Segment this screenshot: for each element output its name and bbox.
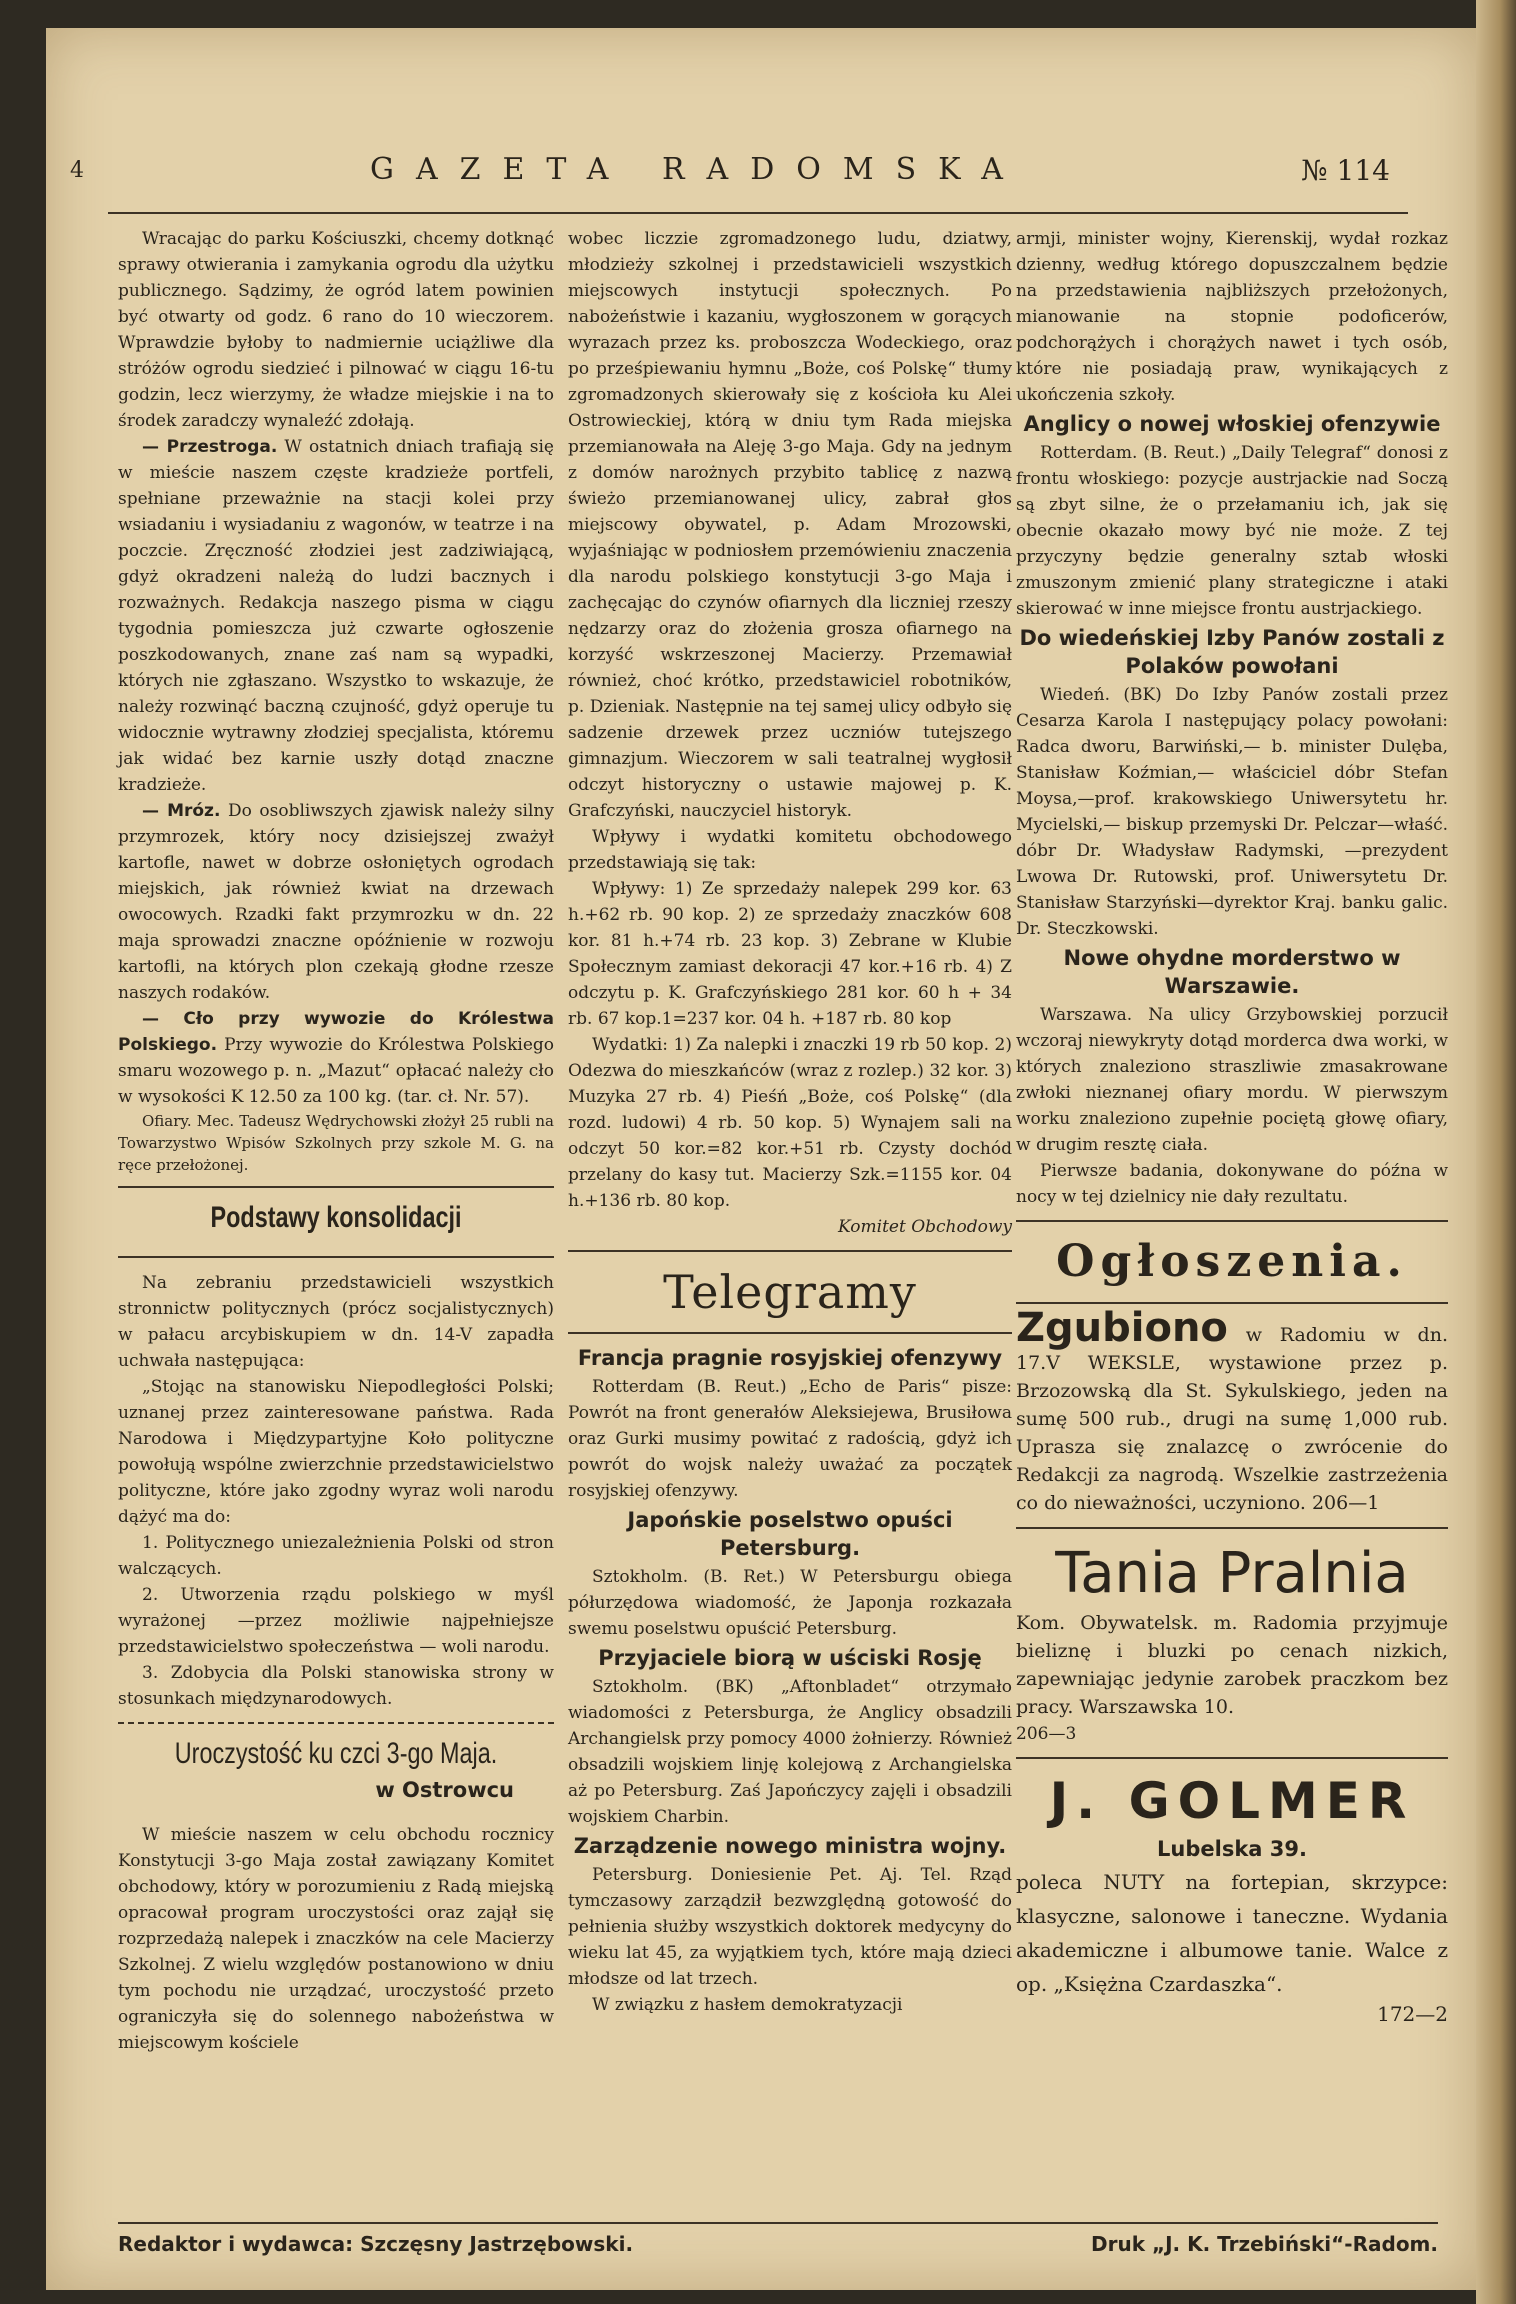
footer-rule [118, 2222, 1438, 2224]
zgubiono-heading: Zgubiono [1016, 1305, 1228, 1351]
column-1 [118, 226, 554, 2056]
telegram-2-heading: Japońskie poselstwo opuści Petersburg. [627, 1508, 953, 1560]
telegram-5-heading: Anglicy o nowej włoskiej ofenzywie [1023, 412, 1441, 436]
zgubiono-number: 206—1 [1311, 1492, 1380, 1514]
masthead [70, 152, 1390, 192]
issue-number: № 114 [1301, 154, 1390, 187]
zgubiono-ad [1016, 1305, 1448, 1517]
konsolidacja-intro: Na zebraniu przedstawicieli wszystkich stronnictw politycznych (prócz socjalistycznych) w pałacu arcybiskupiem w dn. 14-V zapadła uchwała następująca: [118, 1273, 554, 1371]
wplywy-intro: Wpływy i wydatki komitetu obchodowego przedstawiają się tak: [568, 827, 1012, 873]
telegram-5-text: Rotterdam. (B. Reut.) „Daily Telegraf“ donosi z frontu włoskiego: pozycje austrjackie nad Soczą są zbyt silne, że o przełamaniu ich, jak się obecnie okazało mowy być nie może. Z tej przyczyny będzie generalny sztab włoski zmuszonym zmienić plany strategiczne i ataki skierować w inne miejsce frontu austrjackiego. [1016, 443, 1448, 619]
footer [118, 2232, 1438, 2272]
telegram-4-heading: Zarządzenie nowego ministra wojny. [573, 1834, 1007, 1858]
divider [1016, 1302, 1448, 1304]
wplywy-list: Wpływy: 1) Ze sprzedaży nalepek 299 kor. 63 h.+62 rb. 90 kop. 2) ze sprzedaży znaczków 608 kor. 81 h.+74 rb. 23 kop. 3) Zebrane w Klubie Społecznym zamiast dekoracji 47 kor.+16 rb. 4) Z odczytu p. K. Grafczyńskiego 281 kor. 60 h + 34 rb. 67 kop.1=237 kor. 04 h. +187 rb. 80 kop [568, 879, 1012, 1029]
golmer-address: Lubelska 39. [1157, 1837, 1307, 1861]
telegram-4-end: armji, minister wojny, Kierenskij, wydał rozkaz dzienny, według którego dopuszczalnem będzie na przedstawienia najbliższych przełożonych, mianowanie na stopnie podoficerów, podchorążych i chorążych nawet i tych osób, które nie posiadają praw, wynikających z ukończenia szkoły. [1016, 229, 1448, 405]
divider [568, 1332, 1012, 1334]
pralnia-heading: Tania Pralnia [1055, 1541, 1409, 1606]
divider [118, 1256, 554, 1258]
golmer-number: 172—2 [1377, 2002, 1448, 2026]
golmer-heading: J. GOLMER [1049, 1772, 1415, 1830]
golmer-text: poleca NUTY na fortepian, skrzypce: klasyczne, salonowe i taneczne. Wydania akademiczne i albumowe tanie. Walce z op. „Księżna Czardaszka“. [1016, 1870, 1448, 1996]
telegram-3-heading: Przyjaciele biorą w uściski Rosję [598, 1646, 982, 1670]
divider [568, 1250, 1012, 1252]
konsolidacja-point-1: 1. Politycznego uniezależnienia Polski od stron walczących. [118, 1533, 554, 1579]
konsolidacja-heading: Podstawy konsolidacji [210, 1201, 462, 1234]
konsolidacja-quote: „Stojąc na stanowisku Niepodległości Polski; uznanej przez zainteresowane państwa. Rada Narodowa i Międzypartyjne Koło polityczne powołują wspólne zwierzchnie przedstawicielstwo polityczne, które jako zgodny wyraz woli narodu dążyć ma do: [118, 1377, 554, 1527]
uroczystosc-heading: Uroczystość ku czci 3-go Maja. [174, 1737, 498, 1770]
telegramy-heading: Telegramy [663, 1265, 917, 1319]
telegram-7-more: Pierwsze badania, dokonywane do późna w nocy w tej dzielnicy nie dały rezultatu. [1016, 1161, 1448, 1207]
footer-printer: Druk „J. K. Trzebiński“-Radom. [1091, 2232, 1438, 2256]
divider [1016, 1527, 1448, 1529]
divider [118, 1722, 554, 1724]
telegram-7-text: Warszawa. Na ulicy Grzybowskiej porzucił wczoraj niewykryty dotąd morderca dwa worki, w których znaleziono straszliwie zmasakrowane zwłoki nieznanej ofiary mordu. W pierwszym worku znaleziono zupełnie pociętą głowę ofiary, w drugim resztę ciała. [1016, 1005, 1448, 1155]
konsolidacja-point-3: 3. Zdobycia dla Polski stanowiska strony w stosunkach międzynarodowych. [118, 1663, 554, 1709]
telegram-4-text: Petersburg. Doniesienie Pet. Aj. Tel. Rząd tymczasowy zarządził bezwzględną gotowość do pełnienia służby wszystkich doktorek medycyny do wieku lat 45, za wyjątkiem tych, które mają dzieci młodsze od lat trzech. [568, 1865, 1012, 1989]
wydatki-list: Wydatki: 1) Za nalepki i znaczki 19 rb 50 kop. 2) Odezwa do mieszkańców (wraz z rozlep.) 32 kor. 3) Muzyka 27 rb. 4) Pieśń „Boże, coś Polskę“ (dla rozd. ludowi) 4 rb. 50 kop. 5) Wynajem sali na odczyt 50 kor.=82 kor.+51 rb. Czysty dochód przelany do kasy tut. Macierzy Szk.=1155 kor. 04 h.+136 rb. 80 kop. [568, 1035, 1012, 1211]
pralnia-text: Kom. Obywatelsk. m. Radomia przyjmuje bieliznę i bluzki po cenach nizkich, zapewniając jedynie zarobek praczkom bez pracy. Warszawska 10. [1016, 1612, 1448, 1718]
telegram-6-text: Wiedeń. (BK) Do Izby Panów zostali przez Cesarza Karola I następujący polacy powołani: Radca dworu, Barwiński,— b. minister Dulęba, Stanisław Koźmian,— właściciel dóbr Stefan Moysa,—prof. krakowskiego Uniwersytetu hr. Mycielski,— biskup przemyski Dr. Pelczar—właść. dóbr Dr. Władysław Radymski, —prezydent Lwowa Dr. Rutowski, prof. Uniwersytetu Dr. Stanisław Starzyński—dyrektor Kraj. banku galic. Dr. Steczkowski. [1016, 685, 1448, 939]
masthead-rule [108, 212, 1408, 214]
mroz-text: Do osobliwszych zjawisk należy silny przymrozek, który nocy dzisiejszej zważył kartofle, nawet w dobrze osłoniętych ogrodach miejskich, jak również kwiat na drzewach owocowych. Rzadki fakt przymrozku w dn. 22 maja sprowadzi znaczne opóźnienie w rozwoju kartofli, na których plon czekają głodne rzesze naszych rodaków. [118, 801, 554, 1003]
clo-article [118, 1006, 554, 1110]
konsolidacja-point-2: 2. Utworzenia rządu polskiego w myśl wyrażonej —przez możliwie najpełniejsze przedstawicielstwo społeczeństwa — woli narodu. [118, 1585, 554, 1657]
zgubiono-text: w Radomiu w dn. 17.V WEKSLE, wystawione przez p. Brzozowską dla St. Sykulskiego, jeden na sumę 500 rub., drugi na sumę 1,000 rub. Uprasza się znalazcę o zwrócenie do Redakcji za nagrodą. Wszelkie zastrzeżenia co do nieważności, uczyniono. [1016, 1324, 1448, 1514]
newspaper-title: GAZETA RADOMSKA [370, 152, 1025, 187]
divider [118, 1186, 554, 1188]
column-3 [1016, 226, 1448, 2027]
mroz-article [118, 798, 554, 1006]
uroczystosc-subheading: w Ostrowcu [375, 1778, 514, 1802]
column-2 [568, 226, 1012, 2018]
przestroga-heading: — Przestroga. [142, 437, 278, 457]
komitet-signature: Komitet Obchodowy [838, 1217, 1012, 1237]
telegram-4-continued: W związku z hasłem demokratyzacji [592, 1995, 903, 2015]
telegram-2-text: Sztokholm. (B. Ret.) W Petersburgu obiega półurzędowa wiadomość, że Japonja rozkazała swemu poselstwu opuścić Petersburg. [568, 1567, 1012, 1639]
przestroga-article [118, 434, 554, 798]
parking-article: Wracając do parku Kościuszki, chcemy dotknąć sprawy otwierania i zamykania ogrodu dla użytku publicznego. Sądzimy, że ogród latem powinien być otwarty od godz. 6 rano do 10 wieczorem. Wprawdzie byłoby to nadmiernie uciążliwe dla stróżów ogrodu siedzieć i pilnować w ciągu 16-tu godzin, lecz wierzymy, że władze miejskie i na to środek zaradczy wynaleźć zdołają. [118, 229, 554, 431]
przestroga-text: W ostatnich dniach trafiają się w mieście naszem częste kradzieże portfeli, spełniane przeważnie na stacji kolei przy wsiadaniu i wysiadaniu z wagonów, w teatrze i na poczcie. Zręczność złodziei jest zadziwiającą, gdyż okradzeni należą do ludzi bacznych i rozważnych. Redakcja naszego pisma w ciągu tygodnia pomieszcza już czwarte ogłoszenie poszkodowanych, znane zaś nam są wypadki, których nie zgłaszano. Wszystko to wskazuje, że należy rozwinąć baczną czujność, gdyż operuje tu widocznie wytrawny złodziej specjalista, któremu jak widać bez karnie uszły dotąd znaczne kradzieże. [118, 437, 554, 795]
ogloszenia-heading: Ogłoszenia. [1056, 1236, 1408, 1287]
telegram-1-heading: Francja pragnie rosyjskiej ofenzywy [577, 1346, 1003, 1370]
page-number: 4 [70, 158, 84, 183]
clo-text: Przy wywozie do Królestwa Polskiego smaru wozowego p. n. „Mazut“ opłacać należy cło w wysokości K 12.50 za 100 kg. (tar. cł. Nr. 57). [118, 1035, 554, 1107]
footer-editor: Redaktor i wydawca: Szczęsny Jastrzębowski. [118, 2232, 634, 2256]
page-edge [1476, 0, 1516, 2304]
clo-heading: — Cło przy wywozie do Królestwa Polskiego. [118, 1009, 554, 1055]
telegram-3-text: Sztokholm. (BK) „Aftonbladet“ otrzymało wiadomości z Petersburga, że Anglicy obsadzili Archangielsk przy pomocy 4000 żołnierzy. Również obsadzili wojskiem linję kolejową z Archangielska aż po Petersburg. Zaś Japończycy zajęli i obsadzili wojskiem Charbin. [568, 1677, 1012, 1827]
telegram-6-heading: Do wiedeńskiej Izby Panów zostali z Polaków powołani [1019, 626, 1445, 678]
telegram-7-heading: Nowe ohydne morderstwo w Warszawie. [1063, 946, 1401, 998]
telegram-1-text: Rotterdam (B. Reut.) „Echo de Paris“ pisze: Powrót na front generałów Aleksiejewa, Brusiłowa oraz Gurki musimy powitać z radością, gdyż ich powrót do wojsk należy uważać za początek rosyjskiej ofenzywy. [568, 1377, 1012, 1501]
uroczystosc-text: W mieście naszem w celu obchodu rocznicy Konstytucji 3-go Maja został zawiązany Komitet obchodowy, który w porozumieniu z Radą miejską opracował program uroczystości oraz zajął się rozprzedażą nalepek i znaczków na cele Macierzy Szkolnej. Z wielu względów postanowiono w dniu tym pochodu nie urządzać, uroczystość przeto ograniczyła się do solennego nabożeństwa w miejscowym kościele [118, 1825, 554, 2053]
mroz-heading: — Mróz. [142, 801, 221, 821]
uroczystosc-continued: wobec liczzie zgromadzonego ludu, dziatwy, młodzieży szkolnej i przedstawicieli wszystkich miejscowych instytucji społecznych. Po nabożeństwie i kazaniu, wygłoszonem w gorących wyrazach przez ks. proboszcza Wodeckiego, oraz po prześpiewaniu hymnu „Boże, coś Polskę“ tłumy zgromadzonych skierowały się z kościoła ku Alei Ostrowieckiej, którą w dniu tym Rada miejska przemianowała na Aleję 3-go Maja. Gdy na jednym z domów narożnych przybito tablicę z nazwą świeżo przemianowanej ulicy, zabrał głos miejscowy obywatel, p. Adam Mrozowski, wyjaśniając w podniosłem przemówieniu znaczenia dla narodu polskiego konstytucji 3-go Maja i zachęcając do czynów ofiarnych dla liczniej rzeszy nędzarzy oraz do złożenia grosza ofiarnego na korzyść wskrzeszonej Macierzy. Przemawiał również, choć krótko, przedstawiciel robotników, p. Dzieniak. Następnie na tej samej ulicy odbyło się sadzenie drzewek przez uczniów tutejszego gimnazjum. Wieczorem w sali teatralnej wygłosił odczyt historyczny o ustawie majowej p. K. Grafczyński, nauczyciel historyk. [568, 229, 1012, 821]
ofiary-note: Ofiary. Mec. Tadeusz Wędrychowski złożył 25 rubli na Towarzystwo Wpisów Szkolnych przy szkole M. G. na ręce przełożonej. [118, 1112, 554, 1174]
divider [1016, 1220, 1448, 1222]
pralnia-number: 206—3 [1016, 1724, 1077, 1744]
divider [1016, 1757, 1448, 1759]
